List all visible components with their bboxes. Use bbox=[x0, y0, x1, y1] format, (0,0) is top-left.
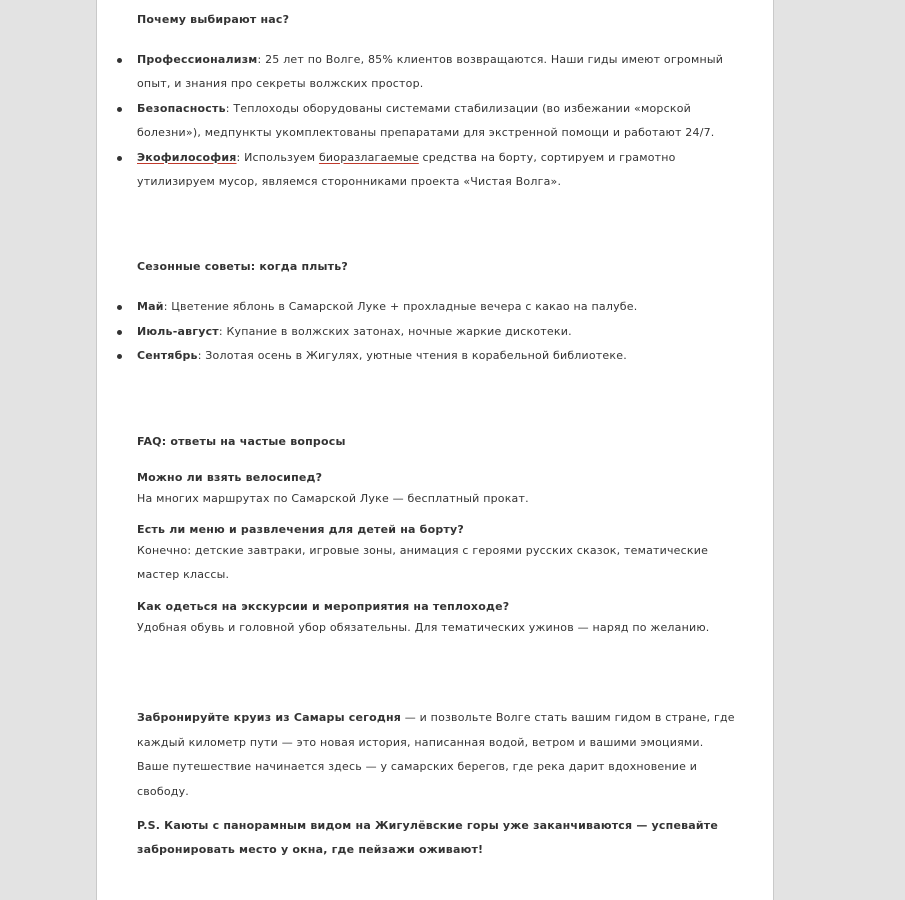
list-item-text: : Цветение яблонь в Самарской Луке + прохладные вечера с какао на палубе. bbox=[163, 300, 638, 314]
faq-answer: Конечно: детские завтраки, игровые зоны, анимация с героями русских сказок, тематические мастер классы. bbox=[137, 544, 709, 582]
why-us-list bbox=[137, 48, 737, 194]
why-us-heading: Почему выбирают нас? bbox=[137, 13, 290, 26]
list-item bbox=[137, 295, 737, 319]
list-item-term: Май bbox=[137, 300, 164, 314]
list-item-term: Июль-август bbox=[137, 324, 219, 338]
closing-text: — и позвольте Волге стать вашим гидом в стране, где каждый километр пути — это новая история, написанная водой, ветром и вашими эмоциями. Ваше путешествие начинается здесь — у самарских берегов, где река дарит вдохновение и свободу. bbox=[137, 711, 735, 798]
list-item-term: Сентябрь bbox=[137, 349, 198, 363]
list-item bbox=[137, 48, 737, 97]
closing-bold: Забронируйте круиз из Самары сегодня bbox=[137, 711, 402, 725]
document-content[interactable] bbox=[137, 11, 737, 863]
list-item-term: Профессионализм bbox=[137, 53, 258, 66]
seasons-list bbox=[137, 295, 737, 368]
list-item-text: : 25 лет по Волге, 85% клиентов возвращаются. Наши гиды имеют огромный опыт, и знания про секреты волжских простор. bbox=[137, 53, 724, 91]
list-item bbox=[137, 97, 737, 146]
list-item bbox=[137, 146, 737, 195]
list-item-text: : Используем bbox=[236, 150, 319, 164]
faq-answer: На многих маршрутах по Самарской Луке — бесплатный прокат. bbox=[137, 491, 529, 505]
faq-heading: FAQ: ответы на частые вопросы bbox=[137, 434, 346, 448]
list-item-term: Безопасность bbox=[137, 101, 226, 115]
list-item bbox=[137, 320, 737, 344]
list-item-text: средства на борту, сортируем и грамотно утилизируем мусор, являемся сторонниками проекта «Чистая Волга». bbox=[137, 150, 676, 189]
document-page[interactable] bbox=[96, 0, 774, 900]
closing-paragraph bbox=[137, 706, 737, 804]
faq-answer: Удобная обувь и головной убор обязательны. Для тематических ужинов — наряд по желанию. bbox=[137, 620, 710, 634]
list-item-text: : Купание в волжских затонах, ночные жаркие дискотеки. bbox=[218, 324, 572, 338]
faq-question: Есть ли меню и развлечения для детей на борту? bbox=[137, 523, 464, 537]
list-item-text: : Теплоходы оборудованы системами стабилизации (во избежании «морской болезни»), медпункты укомплектованы препаратами для экстренной помощи и работают 24/7. bbox=[137, 101, 715, 140]
list-item-term-misspelled[interactable]: Экофилософия bbox=[137, 150, 237, 164]
faq-question: Как одеться на экскурсии и мероприятия на теплоходе? bbox=[137, 599, 510, 613]
misspelled-word[interactable]: биоразлагаемые bbox=[318, 150, 419, 164]
postscript: P.S. Каюты с панорамным видом на Жигулёвские горы уже заканчиваются — успевайте забронировать место у окна, где пейзажи оживают! bbox=[137, 818, 719, 857]
list-item-text: : Золотая осень в Жигулях, уютные чтения в корабельной библиотеке. bbox=[197, 349, 627, 363]
seasons-heading: Сезонные советы: когда плыть? bbox=[137, 260, 348, 274]
list-item bbox=[137, 344, 737, 368]
faq-question: Можно ли взять велосипед? bbox=[137, 470, 323, 484]
